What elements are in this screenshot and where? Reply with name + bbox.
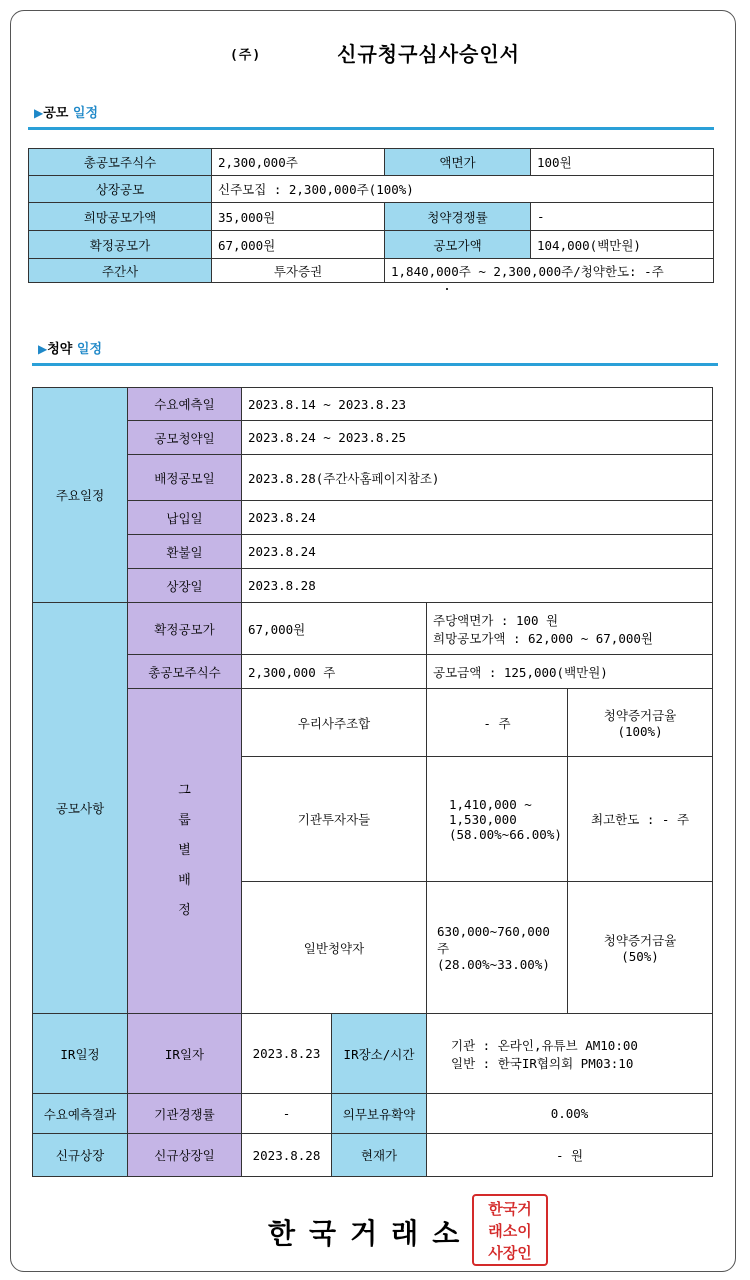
- current-price-label: 현재가: [332, 1134, 427, 1177]
- listing-group-label: 신규상장: [33, 1134, 128, 1177]
- ir-group-label: IR일정: [33, 1014, 128, 1094]
- listing-date-value: 2023.8.28: [242, 1134, 332, 1177]
- lockup-value: 0.00%: [427, 1094, 713, 1134]
- institution-competition-label: 기관경쟁률: [128, 1094, 242, 1134]
- schedule-value: 2023.8.24: [242, 535, 713, 569]
- offering-table: [28, 148, 714, 283]
- company-prefix: (주): [229, 48, 262, 63]
- schedule-group-label: 주요일정: [33, 388, 128, 603]
- listing-offer-label: 상장공모: [29, 176, 212, 203]
- schedule-value: 2023.8.24: [242, 501, 713, 535]
- section-divider: [28, 127, 714, 130]
- subscription-table: [32, 387, 713, 1177]
- details-group-label: 공모사항: [33, 603, 128, 1014]
- par-label: 액면가: [385, 149, 531, 176]
- institution-competition-value: -: [242, 1094, 332, 1134]
- total-shares-value: 2,300,000주: [212, 149, 385, 176]
- fixed-price-value: 67,000원: [242, 603, 427, 655]
- listing-offer-value: 신주모집 : 2,300,000주(100%): [212, 176, 714, 203]
- schedule-label: 공모청약일: [128, 421, 242, 455]
- title-text: 신규청구심사승인서: [337, 42, 521, 66]
- schedule-value: 2023.8.14 ~ 2023.8.23: [242, 388, 713, 421]
- offer-amount-value: 104,000(백만원): [531, 231, 714, 259]
- schedule-value: 2023.8.24 ~ 2023.8.25: [242, 421, 713, 455]
- total-shares-label: 총공모주식수: [29, 149, 212, 176]
- competition-label: 청약경쟁률: [385, 203, 531, 231]
- desired-price-label: 희망공모가액: [29, 203, 212, 231]
- retail-group-name: 일반청약자: [242, 882, 427, 1014]
- fixed-price-label: 확정공모가: [128, 603, 242, 655]
- fixed-price-value: 67,000원: [212, 231, 385, 259]
- retail-group-shares: 630,000~760,000주 (28.00%~33.00%): [427, 882, 568, 1014]
- underwriter-label: 주간사: [29, 259, 212, 283]
- offer-amount-label: 공모가액: [385, 231, 531, 259]
- shares-label: 총공모주식수: [128, 655, 242, 689]
- institution-group-shares: 1,410,000 ~ 1,530,000 (58.00%~66.00%): [427, 757, 568, 882]
- subscription-section-heading: ▶청약 일정: [38, 342, 103, 357]
- competition-value: -: [531, 203, 714, 231]
- listing-date-label: 신규상장일: [128, 1134, 242, 1177]
- ir-place-label: IR장소/시간: [332, 1014, 427, 1094]
- schedule-value: 2023.8.28(주간사홈페이지참조): [242, 455, 713, 501]
- stray-dot: [446, 288, 448, 290]
- employee-group-note: 청약증거금율 (100%): [568, 689, 713, 757]
- lockup-label: 의무보유확약: [332, 1094, 427, 1134]
- institution-group-note: 최고한도 : - 주: [568, 757, 713, 882]
- shares-value: 2,300,000 주: [242, 655, 427, 689]
- section-divider: [32, 363, 718, 366]
- schedule-value: 2023.8.28: [242, 569, 713, 603]
- offer-amount-value: 공모금액 : 125,000(백만원): [427, 655, 713, 689]
- underwriter-value: 투자증권: [212, 259, 385, 283]
- schedule-label: 상장일: [128, 569, 242, 603]
- retail-group-note: 청약증거금율 (50%): [568, 882, 713, 1014]
- par-and-desired-price: 주당액면가 : 100 원 희망공모가액 : 62,000 ~ 67,000원: [427, 603, 713, 655]
- demand-group-label: 수요예측결과: [33, 1094, 128, 1134]
- employee-group-shares: - 주: [427, 689, 568, 757]
- employee-group-name: 우리사주조합: [242, 689, 427, 757]
- ir-place-value: 기관 : 온라인,유튜브 AM10:00 일반 : 한국IR협의회 PM03:10: [427, 1014, 713, 1094]
- subscription-range-value: 1,840,000주 ~ 2,300,000주/청약한도: -주: [385, 259, 714, 283]
- triangle-bullet-icon: ▶: [38, 342, 48, 356]
- desired-price-value: 35,000원: [212, 203, 385, 231]
- exchange-name: 한국거래소: [268, 1217, 474, 1250]
- schedule-label: 배정공모일: [128, 455, 242, 501]
- institution-group-name: 기관투자자들: [242, 757, 427, 882]
- official-seal: 한국거 래소이 사장인: [472, 1194, 548, 1266]
- fixed-price-label: 확정공모가: [29, 231, 212, 259]
- ir-date-label: IR일자: [128, 1014, 242, 1094]
- schedule-label: 환불일: [128, 535, 242, 569]
- offering-section-heading: ▶공모 일정: [34, 106, 99, 121]
- par-value: 100원: [531, 149, 714, 176]
- triangle-bullet-icon: ▶: [34, 106, 44, 120]
- schedule-label: 수요예측일: [128, 388, 242, 421]
- current-price-value: - 원: [427, 1134, 713, 1177]
- document-title: [0, 38, 750, 67]
- group-allocation-label: 그 룹 별 배 정: [128, 689, 242, 1014]
- schedule-label: 납입일: [128, 501, 242, 535]
- ir-date-value: 2023.8.23: [242, 1014, 332, 1094]
